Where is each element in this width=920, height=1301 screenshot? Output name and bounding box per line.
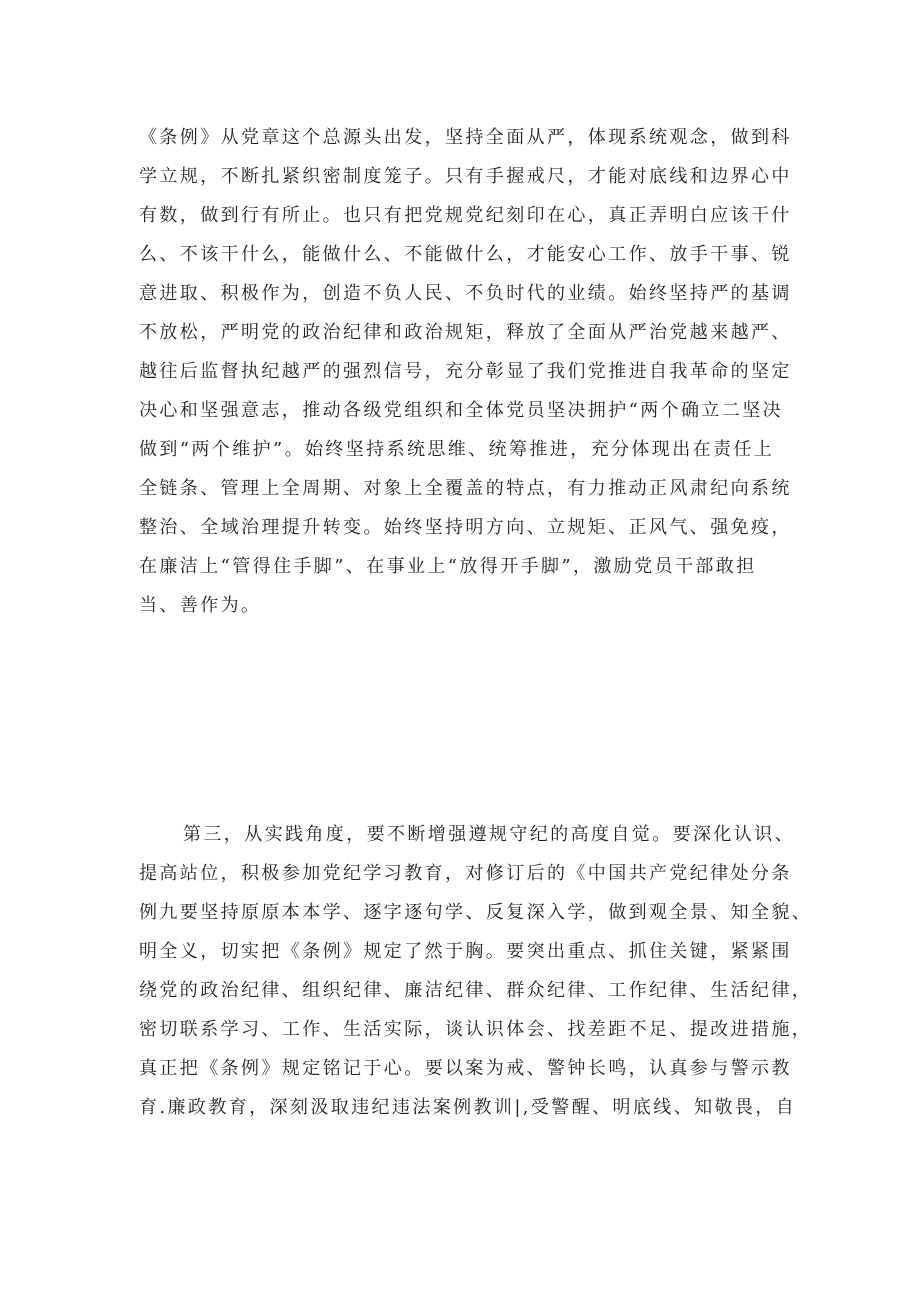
- paragraph-line: 么、不该干什么，能做什么、不能做什么，才能安心工作、放手干事、锐: [139, 244, 792, 265]
- paragraph-line: 例九要坚持原原本本学、逐字逐句学、反复深入学，做到观全景、知全貌、: [139, 902, 813, 923]
- paragraph-line: 明全义，切实把《条例》规定了然于胸。要突出重点、抓住关键，紧紧围: [139, 941, 792, 962]
- paragraph-line: 决心和坚强意志，推动各级党组织和全体党员坚决拥护“两个确立二坚决: [139, 400, 783, 421]
- paragraph-line: 真正把《条例》规定铭记于心。要以案为戒、警钟长鸣，认真参与警示教: [139, 1058, 792, 1079]
- paragraph-line: 越往后监督执纪越严的强烈信号，充分彰显了我们党推进自我革命的坚定: [139, 361, 792, 382]
- paragraph-line: 整治、全域治理提升转变。始终坚持明方向、立规矩、正风气、强免疫，: [139, 517, 792, 538]
- paragraph-line: 不放松，严明党的政治纪律和政治规矩，释放了全面从严治党越来越严、: [139, 322, 792, 343]
- paragraph-line: 《条例》从党章这个总源头出发，坚持全面从严，体现系统观念，做到科: [139, 127, 792, 148]
- paragraph-line: 密切联系学习、工作、生活实际，谈认识体会、找差距不足、提改进措施，: [139, 1019, 813, 1040]
- paragraph-line: 学立规，不断扎紧织密制度笼子。只有手握戒尺，才能对底线和边界心中: [139, 166, 792, 187]
- paragraph-line: 在廉洁上“管得住手脚”、在事业上“放得开手脚”，激励党员干部敢担: [139, 556, 757, 577]
- paragraph-line: 意进取、积极作为，创造不负人民、不负时代的业绩。始终坚持严的基调: [139, 283, 792, 304]
- paragraph-line: 当、善作为。: [139, 595, 262, 616]
- paragraph-practice-perspective: [139, 815, 813, 1127]
- paragraph-line: 有数，做到行有所止。也只有把党规党纪刻印在心，真正弄明白应该干什: [139, 205, 792, 226]
- paragraph-line: 做到“两个维护”。始终坚持系统思维、统筹推进，充分体现出在责任上: [139, 439, 775, 460]
- paragraph-line: 绕党的政治纪律、组织纪律、廉洁纪律、群众纪律、工作纪律、生活纪律，: [139, 980, 813, 1001]
- paragraph-line: 全链条、管理上全周期、对象上全覆盖的特点，有力推动正风肃纪向系统: [139, 478, 792, 499]
- paragraph-line: 提高站位，积极参加党纪学习教育，对修订后的《中国共产党纪律处分条: [139, 863, 792, 884]
- paragraph-line: 第三，从实践角度，要不断增强遵规守纪的高度自觉。要深化认识、: [183, 824, 795, 845]
- paragraph-line: 育.廉政教育，深刻汲取违纪违法案例教训|,受警醒、明底线、知敬畏，自: [139, 1097, 797, 1118]
- paragraph-regulation-significance: [139, 118, 799, 625]
